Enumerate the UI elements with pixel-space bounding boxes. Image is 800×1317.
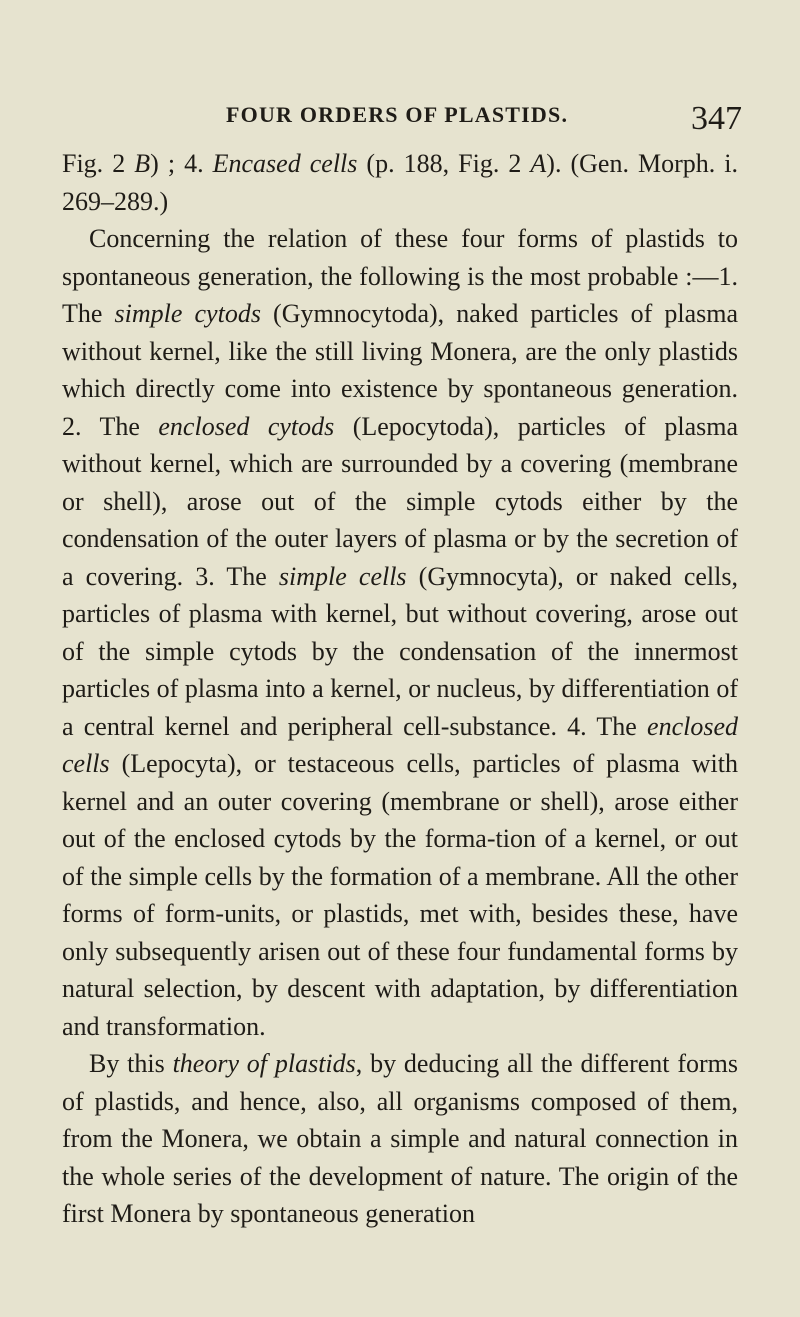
italic-term: A [530, 149, 547, 178]
page-header [0, 102, 800, 142]
italic-term: enclosed cells [62, 711, 738, 778]
paragraph-1: Fig. 2 B) ; 4. Encased cells (p. 188, Fig. 2 A). (Gen. Morph. i. 269–289.) [62, 149, 739, 216]
italic-term: Encased cells [212, 149, 358, 178]
body-text [62, 145, 738, 1233]
paragraph-3: By this theory of plastids, by deducing all the different forms of plastids, and hence, also, all organisms composed of them, from the Monera, we obtain a simple and natural connection in the whole series of the development of nature. The origin of the first Monera by spontaneous generation [62, 1049, 738, 1228]
running-head: FOUR ORDERS OF PLASTIDS. [226, 102, 569, 127]
italic-term: theory of plastids [172, 1049, 356, 1078]
italic-term: enclosed cytods [158, 411, 335, 441]
italic-term: simple cytods [114, 299, 261, 328]
page-number: 347 [691, 100, 742, 137]
italic-term: simple cells [278, 561, 407, 591]
italic-term: B [134, 149, 151, 178]
paragraph-2: Concerning the relation of these four forms of plastids to spontaneous generation, the following is the most probable :—1. The simple cytods (Gymnocytoda), naked particles of plasma without kernel, like the still living Monera, are the only plastids which directly come into existence by spontaneous generation. 2. The enclosed cytods (Lepocytoda), particles of plasma without kernel, which are surrounded by a covering (membrane or shell), arose out of the simple cytods either by the condensation of the outer layers of plasma or by the secretion of a covering. 3. The simple cells (Gymnocyta), or naked cells, particles of plasma with kernel, but without covering, arose out of the simple cytods by the condensation of the innermost particles of plasma into a kernel, or nucleus, by differentiation of a central kernel and peripheral cell-substance. 4. The enclosed cells (Lepocyta), or testaceous cells, particles of plasma with kernel and an outer covering (membrane or shell), arose either out of the enclosed cytods by the forma-tion of a kernel, or out of the simple cells by the formation of a membrane. All the other forms of form-units, or plastids, met with, besides these, have only subsequently arisen out of these four fundamental forms by natural selection, by descent with adaptation, by differentiation and transformation. [62, 224, 739, 1041]
